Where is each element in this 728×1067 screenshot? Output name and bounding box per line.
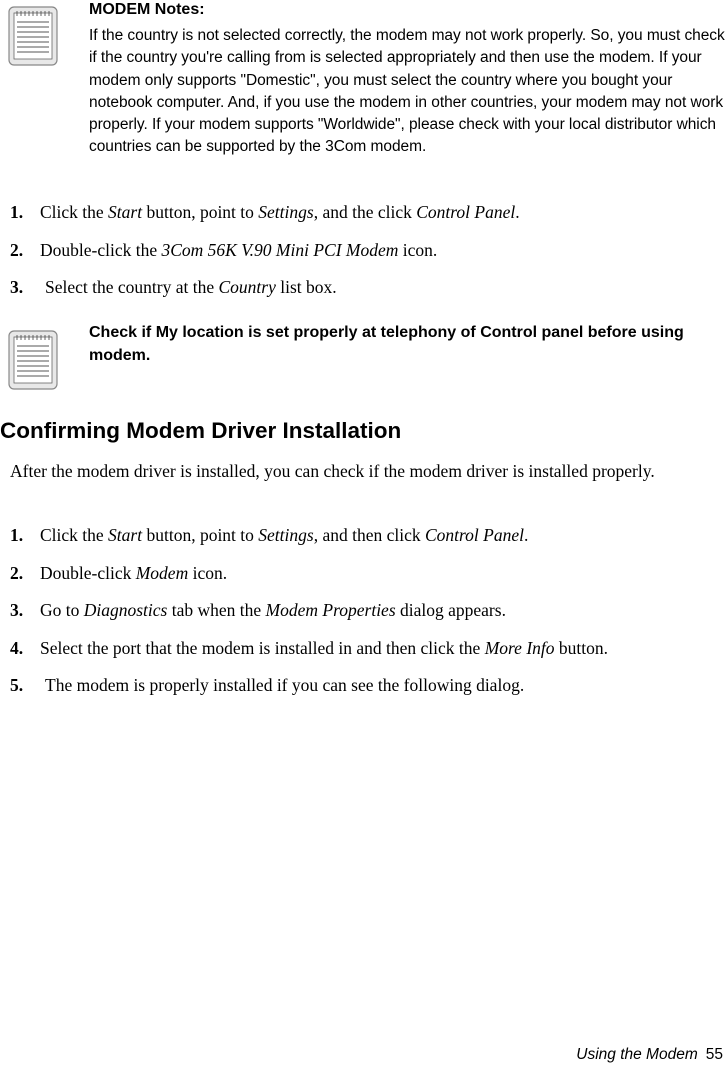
page-number: 55 <box>705 1046 723 1063</box>
step-number: 4. <box>10 637 24 658</box>
step-text: Double-click the 3Com 56K V.90 Mini PCI Modem icon. <box>40 239 438 260</box>
step-text: Select the port that the modem is installed in and then click the More Info button. <box>40 637 608 658</box>
step-text: Click the Start button, point to Settings, and then click Control Panel. <box>40 525 529 545</box>
step-number: 3. <box>10 277 24 297</box>
step-number: 1. <box>10 202 24 222</box>
note-title: MODEM Notes: <box>89 1 205 18</box>
note-body: If the country is not selected correctly, the modem may not work properly. So, you must check if the country you're calling from is selected appropriately and then use the modem. If your modem only supports "Domestic", you must select the country where you bought your notebook computer. And, if you use the modem in other countries, your modem may not work properly. If your modem supports "Worldwide", please check with your local distributor which countries can be supported by the 3Com modem. <box>89 27 725 156</box>
note-body: Check if My location is set properly at telephony of Control panel before using modem. <box>89 324 684 364</box>
step-number: 2. <box>10 562 24 583</box>
step-number: 2. <box>10 239 24 260</box>
list-item <box>10 201 726 239</box>
country-steps <box>10 201 726 314</box>
step-text: Go to Diagnostics tab when the Modem Properties dialog appears. <box>40 600 506 620</box>
list-item <box>10 599 726 637</box>
step-text: Select the country at the Country list box. <box>45 277 337 297</box>
step-text: Double-click Modem icon. <box>40 562 228 583</box>
confirm-steps <box>10 524 726 712</box>
list-item <box>10 239 726 277</box>
step-number: 1. <box>10 525 24 545</box>
notepad-icon <box>8 330 58 386</box>
location-note <box>89 321 725 367</box>
list-item <box>10 524 726 562</box>
intro-paragraph: After the modem driver is installed, you can check if the modem driver is installed properly. <box>10 461 655 481</box>
list-item <box>10 637 726 675</box>
list-item <box>10 562 726 600</box>
step-text: The modem is properly installed if you can see the following dialog. <box>45 675 525 695</box>
footer-section: Using the Modem <box>576 1046 698 1063</box>
list-item <box>10 674 726 712</box>
step-text: Click the Start button, point to Settings, and the click Control Panel. <box>40 202 520 222</box>
list-item <box>10 276 726 314</box>
notepad-icon <box>8 6 58 62</box>
section-heading: Confirming Modem Driver Installation <box>0 418 402 443</box>
modem-note <box>89 0 725 158</box>
step-number: 3. <box>10 600 24 620</box>
step-number: 5. <box>10 675 24 695</box>
page-footer <box>576 1046 723 1064</box>
